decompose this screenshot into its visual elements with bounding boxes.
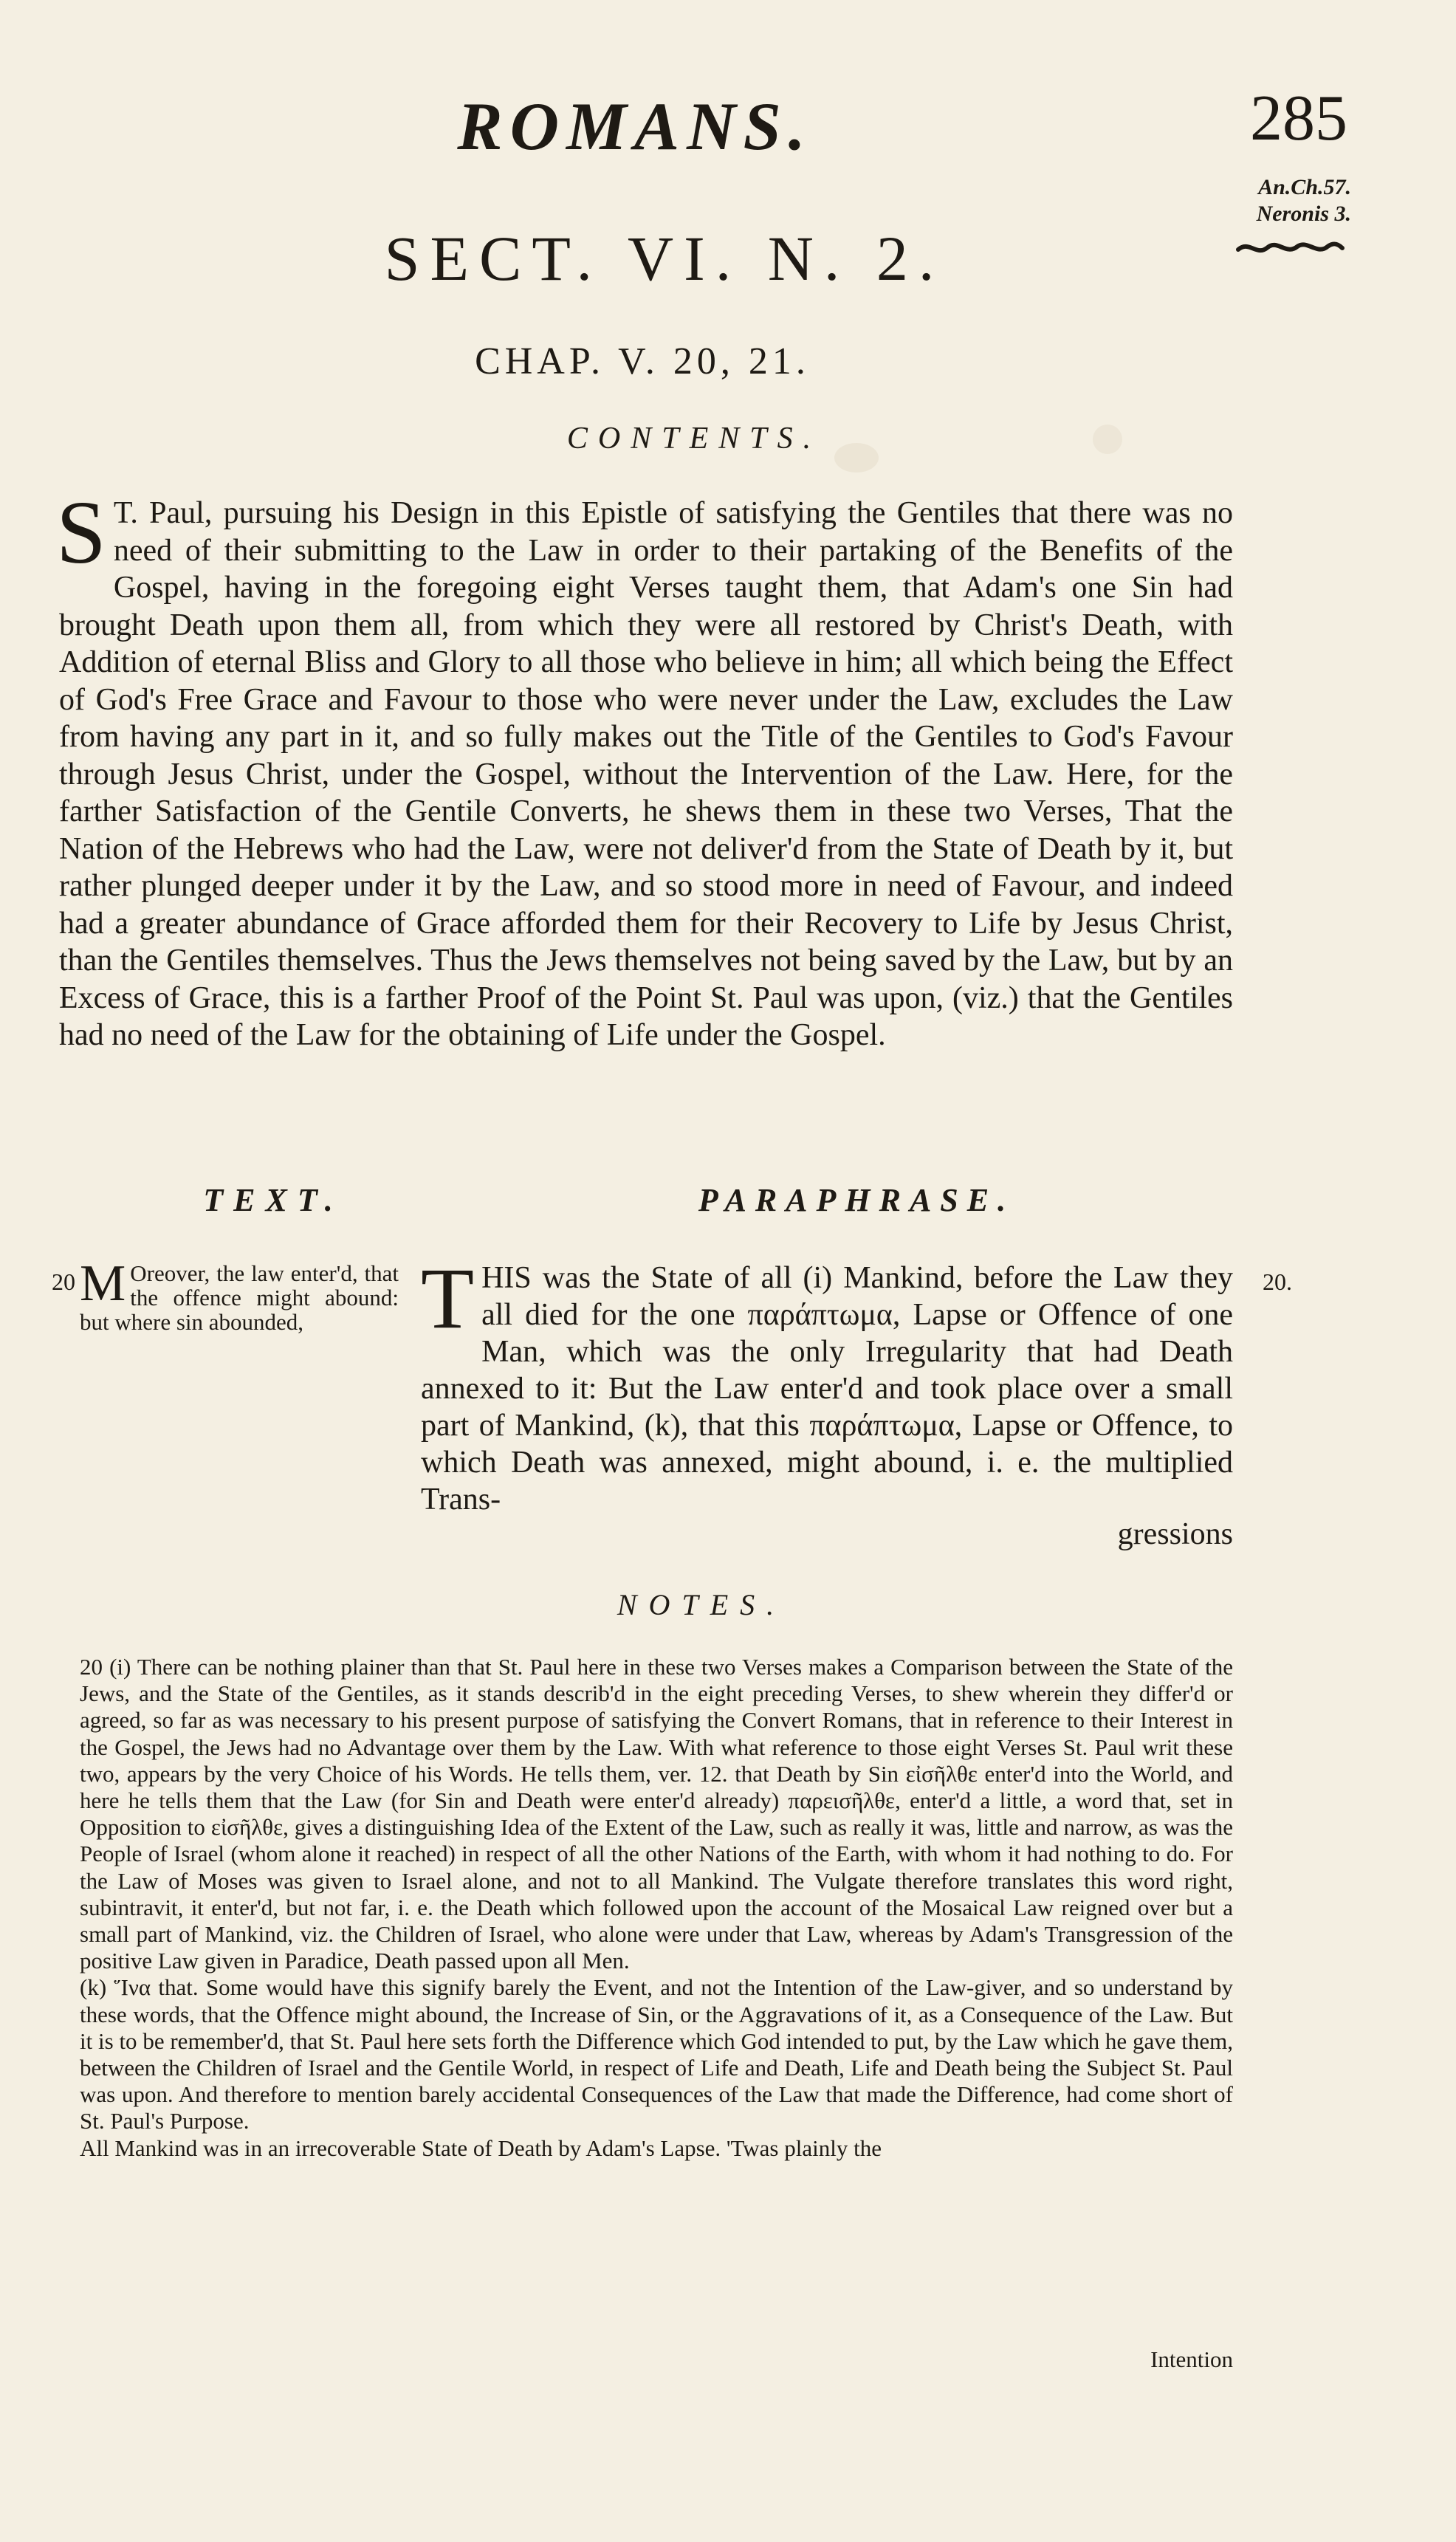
verse-text: Oreover, the law enter'd, that the offence might abound: but where sin abounded, [80, 1260, 399, 1335]
running-title: ROMANS. [457, 89, 813, 164]
note-paragraph: 20 (i) There can be nothing plainer than that St. Paul here in these two Verses makes a Comparison between the State of the Jews, and the State of the Gentiles, as it stands describ'd in the eight preceding Verses, to shew wherein they differ'd or agreed, so far as was necessary to his present purpose of satisfying the Convert Romans, that in reference to their Interest in the Gospel, the Jews had no Advantage over them by the Law. With what reference to those eight Verses St. Paul writ these two, appears by the very Choice of his Words. He tells them, ver. 12. that Death by Sin εἰσῆλθε enter'd into the World, and here he tells them that the Law (for Sin and Death were enter'd already) παρεισῆλθε, enter'd a little, a word that, set in Opposition to εἰσῆλθε, gives a distinguishing Idea of the Extent of the Law, such as really it was, little and narrow, as was the People of Israel (whom alone it reached) in respect of all the other Nations of the Earth, with whom it had nothing to do. For the Law of Moses was given to Israel alone, and not to all Mankind. The Vulgate therefore translates this word right, subintravit, it enter'd, but not far, i. e. the Death which followed upon the account of the Mosaical Law reigned over but a small part of Mankind, viz. the Children of Israel, who alone were under that Law, whereas by Adam's Transgression of the positive Law given in Paradice, Death passed upon all Men. [80, 1654, 1233, 1974]
scripture-text [80, 1255, 399, 1335]
notes-block [80, 1654, 1233, 2162]
flourish-ornament [1234, 236, 1345, 258]
verse-number-right: 20. [1263, 1268, 1292, 1295]
margin-date-reign: Neronis 3. [1256, 202, 1351, 226]
paraphrase-drop-cap: T [421, 1250, 475, 1347]
verse-number-left: 20 [52, 1268, 75, 1295]
chapter-title: CHAP. V. 20, 21. [475, 340, 810, 382]
page-number: 285 [1250, 83, 1347, 154]
section-title: SECT. VI. N. 2. [384, 223, 945, 294]
verse-drop-cap: M [80, 1255, 126, 1312]
margin-date [1218, 174, 1351, 227]
paraphrase-catchword: gressions [1117, 1517, 1233, 1551]
text-column-heading: TEXT. [203, 1182, 343, 1218]
contents-paragraph [56, 483, 1233, 1054]
contents-text: T. Paul, pursuing his Design in this Epistle of satisfying the Gentiles that there was no need of their submitting to the Law in order to their partaking of the Benefits of the Gospel, having in the foregoing eight Verses taught them, that Adam's one Sin had brought Death upon them all, from which they were all restored by Christ's Death, with Addition of eternal Bliss and Glory to all those who believe in him; all which being the Effect of God's Free Grace and Favour to those who were never under the Law, excludes the Law from having any part in it, and so fully makes out the Title of the Gentiles to God's Favour through Jesus Christ, under the Gospel, without the Intervention of the Law. Here, for the farther Satisfaction of the Gentile Converts, he shews them in these two Verses, That the Nation of the Hebrews who had the Law, were not deliver'd from the State of Death by it, but rather plunged deeper under it by the Law, and so stood more in need of Favour, and indeed had a greater abundance of Grace afforded them for their Recovery to Life by Jesus Christ, than the Gentiles themselves. Thus the Jews themselves not being saved by the Law, but by an Excess of Grace, this is a farther Proof of the Point St. Paul was upon, (viz.) that the Gentiles had no need of the Law for the obtaining of Life under the Gospel. [59, 496, 1233, 1052]
note-paragraph: (k) Ἵνα that. Some would have this signify barely the Event, and not the Intention of the Law-giver, and so understand by these words, that the Offence might abound, the Increase of Sin, or the Aggravations of it, as a Consequence of the Law. But it is to be remember'd, that St. Paul here sets forth the Difference which God intended to put, by the Law which he gave them, between the Children of Israel and the Gentile World, in respect of Life and Death, Life and Death being the Subject St. Paul was upon. And therefore to mention barely accidental Consequences of the Law that made the Difference, had come short of St. Paul's Purpose. [80, 1974, 1233, 2134]
contents-heading: CONTENTS. [566, 422, 822, 456]
notes-catchword: Intention [1150, 2346, 1233, 2372]
note-paragraph: All Mankind was in an irrecoverable State of Death by Adam's Lapse. 'Twas plainly the [80, 2134, 882, 2161]
paraphrase-column-heading: PARAPHRASE. [698, 1182, 1015, 1218]
paper-stain [1093, 425, 1122, 454]
paraphrase-paragraph [421, 1250, 1233, 1518]
paraphrase-text: HIS was the State of all (i) Mankind, before the Law they all died for the one παράπτωμα, Lapse or Offence of one Man, which was the only Irregularity that had Death annexed to it: But the Law enter'd and took place over a small part of Mankind, (k), that this παράπτωμα, Lapse or Offence, to which Death was annexed, might abound, i. e. the multiplied Trans- [421, 1261, 1233, 1516]
notes-heading: NOTES. [617, 1588, 786, 1621]
margin-date-year: An.Ch.57. [1258, 175, 1351, 199]
contents-drop-cap: S [56, 483, 106, 583]
